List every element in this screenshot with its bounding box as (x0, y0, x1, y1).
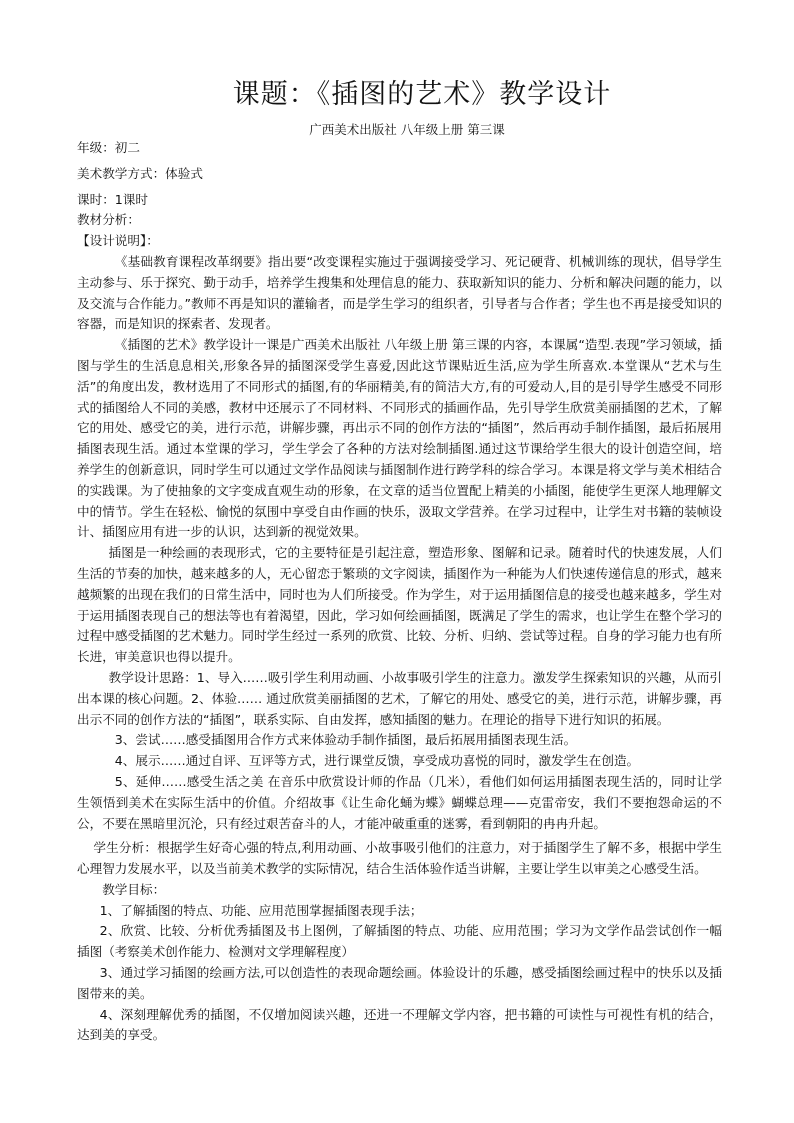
goal-item-4: 4、深刻理解优秀的插图，不仅增加阅读兴趣，还进一不理解文学内容，把书籍的可读性与可视性有机的结合，达到美的享受。 (77, 1006, 722, 1043)
teaching-goals-heading: 教学目标： (102, 881, 166, 897)
class-hours-line: 课时：1课时 (77, 191, 148, 207)
design-paragraph-1: 《基础教育课程改革纲要》指出要“改变课程实施过于强调接受学习、死记硬背、机械训练的现状，倡导学生主动参与、乐于探究、勤于动手，培养学生搜集和处理信息的能力、获取新知识的能力、分析和解决问题的能力，以及交流与合作能力。”教师不再是知识的灌输者，而是学生学习的组织者，引导者与合作者；学生也不再是接受知识的容器，而是知识的探索者、发现者。 (77, 253, 722, 332)
goal-item-2: 2、欣赏、比较、分析优秀插图及书上图例，了解插图的特点、功能、应用范围；学习为文学作品尝试创作一幅插图（考察美术创作能力、检测对文学理解程度） (77, 923, 722, 960)
design-paragraph-3: 插图是一种绘画的表现形式，它的主要特征是引起注意，塑造形象、图解和记录。随着时代的快速发展，人们生活的节奏的加快，越来越多的人，无心留恋于繁琐的文字阅读，插图作为一种能为人们快速传递信息的形式，越来越频繁的出现在我们的日常生活中，同时也为人们所接受。作为学生，对于运用插图信息的接受也越来越多，学生对于运用插图表现自己的想法等也有着渴望，因此，学习如何绘画插图，既满足了学生的需求，也让学生在整个学习的过程中感受插图的艺术魅力。同时学生经过一系列的欣赏、比较、分析、归纳、尝试等过程。自身的学习能力也有所长进，审美意识也得以提升。 (77, 545, 722, 665)
design-paragraph-2: 《插图的艺术》教学设计一课是广西美术出版社 八年级上册 第三课的内容，本课属“造型.表现”学习领域，插图与学生的生活息息相关,形象各异的插图深受学生喜爱,因此这节课贴近生活,应为学生所喜欢.本堂课从“艺术与生活”的角度出发，教材选用了不同形式的插图,有的华丽精美,有的简洁大方,有的可爱动人,目的是引导学生感受不同形式的插图给人不同的美感，教材中还展示了不同材料、不同形式的插画作品，先引导学生欣赏美丽插图的艺术，了解它的用处、感受它的美，进行示范，讲解步骤，再出示不同的创作方法的“插图”，然后再动手制作插图，最后拓展用插图表现生活。通过本堂课的学习，学生学会了各种的方法对绘制插图.通过这节课给学生很大的设计创造空间，培养学生的创新意识，同时学生可以通过文学作品阅读与插图制作进行跨学科的综合学习。本课是将文学与美术相结合的实践课。为了使抽象的文字变成直观生动的形象，在文章的适当位置配上精美的小插图，能使学生更深人地理解文中的情节。学生在轻松、愉悦的氛围中享受自由作画的快乐，汲取文学营养。在学习过程中，让学生对书籍的装帧设计、插图应用有进一步的认识，达到新的视觉效果。 (77, 337, 722, 540)
publisher-subtitle: 广西美术出版社 八年级上册 第三课 (309, 122, 505, 137)
design-notes-heading: 【设计说明】： (77, 233, 159, 249)
design-step-4: 4、展示……通过自评、互评等方式，进行课堂反馈，享受成功喜悦的同时，激发学生在创造。 (114, 753, 640, 769)
document-title: 课题：《插图的艺术》教学设计 (232, 79, 612, 110)
student-analysis-paragraph: 学生分析：根据学生好奇心强的特点,利用动画、小故事吸引他们的注意力，对于插图学生了解不多，根据中学生心理智力发展水平，以及当前美术教学的实际情况，结合生活体验作适当讲解，主要让学生以审美之心感受生活。 (77, 840, 722, 877)
design-approach-paragraph: 教学设计思路：1、导入……吸引学生利用动画、小故事吸引学生的注意力。激发学生探索知识的兴趣，从而引出本课的核心问题。2、体验…… 通过欣赏美丽插图的艺术，了解它的用处、感受它的美，进行示范，讲解步骤，再出示不同的创作方法的“插图”，联系实际、自由发挥，感知插图的魅力。在理论的指导下进行知识的拓展。 (77, 669, 722, 727)
document-body (77, 138, 722, 1046)
grade-line: 年级：初二 (77, 140, 140, 155)
goal-item-1: 1、了解插图的特点、功能、应用范围掌握插图表现手法； (99, 902, 423, 918)
textbook-analysis-label: 教材分析： (77, 212, 140, 228)
design-step-3: 3、尝试……感受插图用合作方式来体验动手制作插图，最后拓展用插图表现生活。 (114, 732, 577, 748)
teaching-method-line: 美术教学方式：体验式 (77, 165, 203, 181)
goal-item-3: 3、通过学习插图的绘画方法,可以创造性的表现命题绘画。体验设计的乐趣，感受插图绘画过程中的快乐以及插图带来的美。 (77, 965, 722, 1001)
design-step-5: 5、延伸……感受生活之美 在音乐中欣赏设计师的作品（几米），看他们如何运用插图表现生活的，同时让学生领悟到美术在实际生活中的价值。介绍故事《让生命化蛹为蝶》蝴蝶总理——克雷帝安，我们不要抱怨命运的不公，不要在黑暗里沉沦，只有经过艰苦奋斗的人，才能冲破重重的迷雾，看到朝阳的冉冉升起。 (77, 773, 722, 831)
